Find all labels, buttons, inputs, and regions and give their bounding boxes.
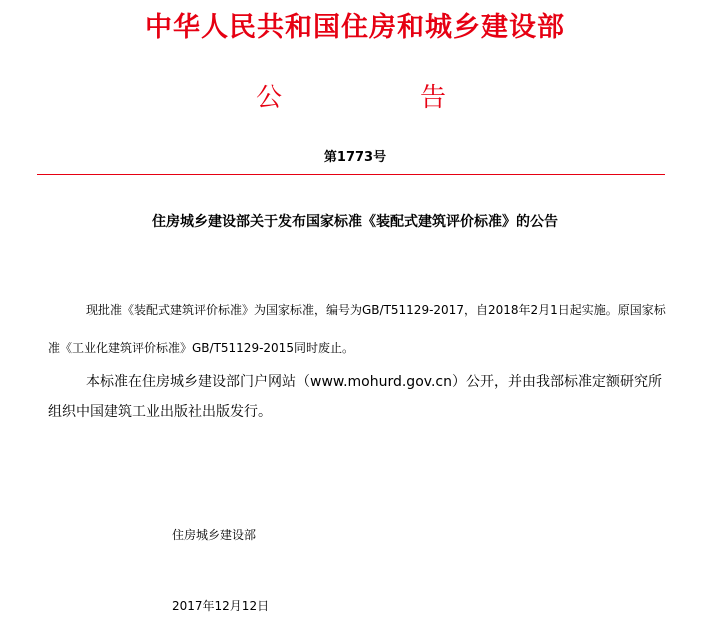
announcement-subject: 住房城乡建设部关于发布国家标准《装配式建筑评价标准》的公告: [152, 214, 558, 230]
issue-date: 2017年12月12日: [172, 599, 270, 613]
notice-title-char-1: 公: [256, 83, 283, 113]
notice-title-char-2: 告: [420, 83, 447, 113]
announcement-paragraph-2: 本标准在住房城乡建设部门户网站（www.mohurd.gov.cn）公开，并由我部标准定额研究所组织中国建筑工业出版社出版发行。: [48, 374, 662, 420]
ministry-header: 中华人民共和国住房和城乡建设部: [145, 12, 565, 43]
red-divider: [37, 174, 665, 175]
issuer-signature: 住房城乡建设部: [172, 528, 257, 542]
document-number: 第1773号: [323, 150, 387, 165]
notice-title: [0, 80, 710, 116]
announcement-paragraph-1: 现批准《装配式建筑评价标准》为国家标准，编号为GB/T51129-2017，自2018年2月1日起实施。原国家标准《工业化建筑评价标准》GB/T51129-2015同时废止。: [48, 303, 666, 355]
